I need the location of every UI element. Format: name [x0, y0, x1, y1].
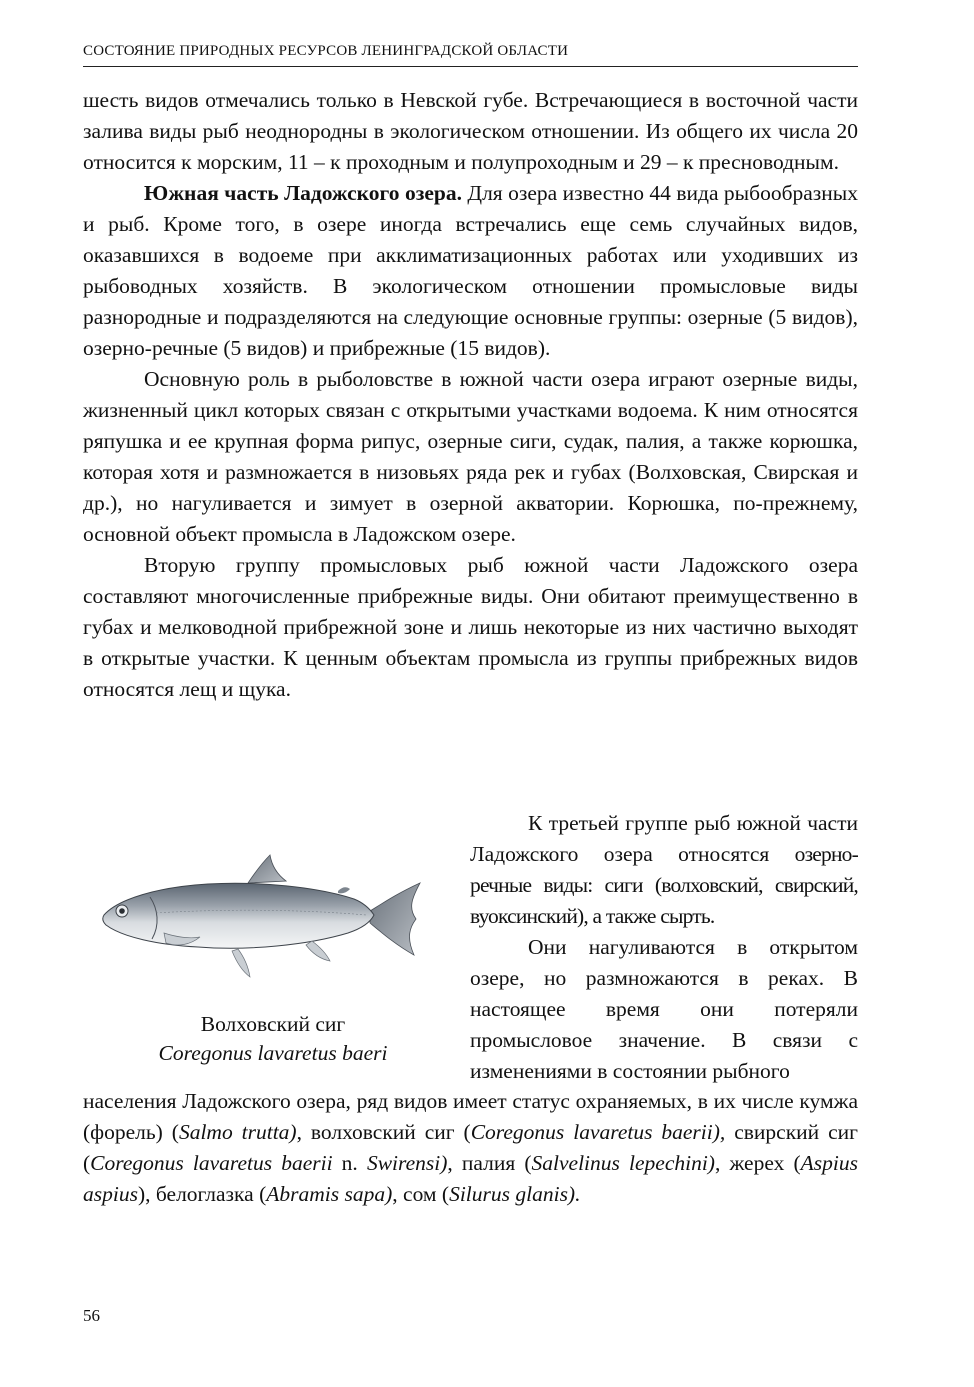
main-text [83, 85, 858, 705]
caption-common-name: Волховский сиг [200, 1012, 346, 1036]
fish-figure [83, 848, 463, 1088]
caption-latin-name: Coregonus lavaretus baeri [158, 1041, 388, 1065]
paragraph-2-text: Для озера известно 44 вида рыбообразных и рыб. Кроме того, в озере иногда встречались еще семь случайных видов, оказавшихся в водоеме при акклиматизационных работах или уходивших из рыбоводных хозяйств. В экологическом отношении промысловые виды разнородные и подразделяются на следующие основные группы: озерные (5 видов), озерно-речные (5 видов) и прибрежные (15 видов). [83, 181, 858, 360]
latin-name: Silurus glanis). [449, 1182, 581, 1206]
wrapped-text [470, 808, 858, 1087]
text-run: ), белоглазка ( [137, 1182, 267, 1206]
text-run: , сом ( [392, 1182, 450, 1206]
page-number: 56 [83, 1306, 100, 1325]
latin-name: Salvelinus lepechini) [531, 1151, 715, 1175]
text-run: , палия ( [447, 1151, 532, 1175]
paragraph-6: Они нагуливаются в открытом озере, но размножаются в реках. В настоящее время они потеряли промысловое значение. В связи с изменениями в состоянии рыбного [470, 935, 858, 1083]
figure-with-wrapped-text [83, 808, 858, 1090]
section-heading: Южная часть Ладожского озера. [144, 181, 462, 205]
latin-name: Abramis sapa) [266, 1182, 393, 1206]
paragraph-3: Основную роль в рыболовстве в южной части озера играют озерные виды, жизненный цикл которых связан с открытыми участками водоема. К ним относятся ряпушка и ее крупная форма рипус, озерные сиги, судак, палия, а также корюшка, которая хотя и размножается в низовьях ряда рек и губах (Волховская, Свирская и др.), но нагуливается и зимует в озерной акватории. Корюшка, по-прежнему, основной объект промысла в Ладожском озере. [83, 367, 858, 546]
header-divider [83, 66, 858, 67]
paragraph-5 [470, 808, 858, 932]
latin-name: Salmo trutta) [178, 1120, 297, 1144]
continued-text [83, 1086, 858, 1210]
figure-caption [93, 1010, 453, 1068]
paragraph-5-text-b: озерно-речные виды: сиги (волховский, свирский, вуоксинский), а также сырть. [470, 842, 858, 928]
text-run: свирский сиг ( [83, 1120, 858, 1175]
running-header: СОСТОЯНИЕ ПРИРОДНЫХ РЕСУРСОВ ЛЕНИНГРАДСКОЙ ОБЛАСТИ [83, 43, 569, 59]
text-run: населения Ладожского озера, ряд видов имеет статус охраняемых, в их числе кумжа (форель) ( [83, 1089, 858, 1144]
latin-name: Swirensi) [366, 1151, 448, 1175]
paragraph-2 [83, 178, 858, 364]
latin-name: Coregonus lavaretus baerii [90, 1151, 333, 1175]
text-run: , волховский сиг ( [296, 1120, 471, 1144]
whitefish-illustration [98, 853, 428, 983]
latin-name: Coregonus lavaretus baerii), [470, 1120, 726, 1144]
paragraph-1: шесть видов отмечались только в Невской губе. Встречающиеся в восточной части залива виды рыб неоднородны в экологическом отношении. Из общего их числа 20 относится к морским, 11 – к проходным и полупроходным и 29 – к пресноводным. [83, 88, 858, 174]
text-run: , жерех ( [714, 1151, 801, 1175]
paragraph-6-continued [83, 1086, 858, 1210]
paragraph-4: Вторую группу промысловых рыб южной части Ладожского озера составляют многочисленные прибрежные виды. Они обитают преимущественно в губах и мелководной прибрежной зоне и лишь некоторые из них частично выходят в открытые участки. К ценным объектам промысла из группы прибрежных видов относятся лещ и щука. [83, 553, 858, 701]
text-run: n. [332, 1151, 367, 1175]
paragraph-5-text-a: К третьей группе рыб южной части Ладожского озера относятся [470, 811, 858, 866]
latin-name: Aspius aspius [83, 1151, 858, 1206]
